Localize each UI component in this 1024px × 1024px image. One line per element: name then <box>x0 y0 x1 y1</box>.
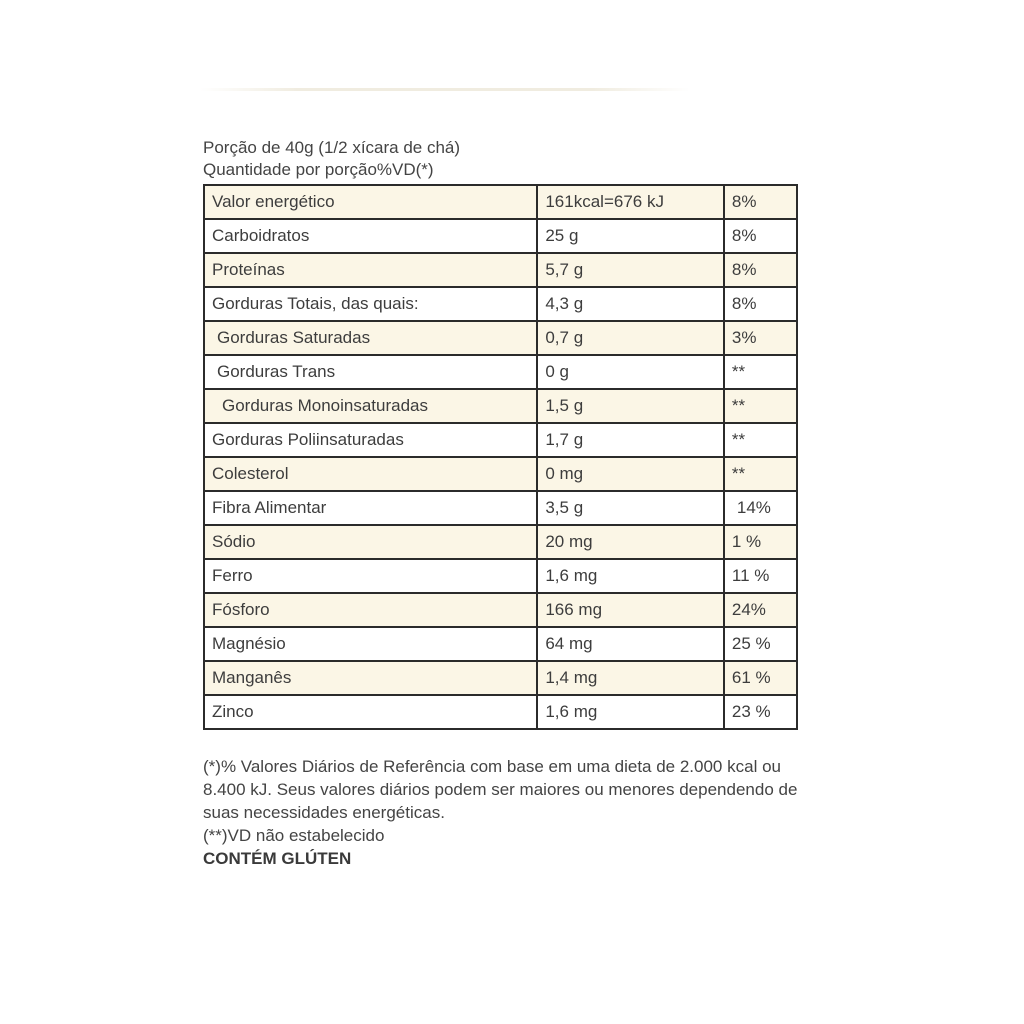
nutrient-amount: 20 mg <box>537 525 724 559</box>
nutrient-name: Gorduras Poliinsaturadas <box>204 423 537 457</box>
quantity-per-portion-label: Quantidade por porção%VD(*) <box>203 160 434 179</box>
nutrient-name: Sódio <box>204 525 537 559</box>
nutrient-name: Fibra Alimentar <box>204 491 537 525</box>
nutrient-amount: 3,5 g <box>537 491 724 525</box>
reference-note: (*)% Valores Diários de Referência com base em uma dieta de 2.000 kcal ou 8.400 kJ. Seus valores diários podem ser maiores ou menores dependendo de suas necessidades energéticas. <box>203 757 798 822</box>
table-row <box>204 287 797 321</box>
nutrient-name: Gorduras Monoinsaturadas <box>204 389 537 423</box>
nutrient-amount: 64 mg <box>537 627 724 661</box>
nutrient-daily-value: 11 % <box>724 559 797 593</box>
nutrition-facts-panel <box>203 137 803 870</box>
table-row <box>204 457 797 491</box>
nutrient-name: Carboidratos <box>204 219 537 253</box>
nutrient-amount: 5,7 g <box>537 253 724 287</box>
top-divider <box>200 88 690 91</box>
nutrient-name: Proteínas <box>204 253 537 287</box>
nutrient-amount: 0 g <box>537 355 724 389</box>
table-row <box>204 423 797 457</box>
nutrient-daily-value: 8% <box>724 253 797 287</box>
table-row <box>204 321 797 355</box>
nutrient-name: Gorduras Totais, das quais: <box>204 287 537 321</box>
nutrient-name: Ferro <box>204 559 537 593</box>
table-row <box>204 355 797 389</box>
nutrient-name: Manganês <box>204 661 537 695</box>
nutrient-daily-value: 61 % <box>724 661 797 695</box>
table-row <box>204 491 797 525</box>
portion-size: Porção de 40g (1/2 xícara de chá) <box>203 138 461 157</box>
table-row <box>204 525 797 559</box>
nutrient-daily-value: ** <box>724 423 797 457</box>
nutrient-amount: 1,6 mg <box>537 559 724 593</box>
nutrient-name: Colesterol <box>204 457 537 491</box>
nutrient-name: Gorduras Saturadas <box>204 321 537 355</box>
nutrient-name: Gorduras Trans <box>204 355 537 389</box>
nutrient-daily-value: ** <box>724 389 797 423</box>
nutrient-amount: 161kcal=676 kJ <box>537 185 724 219</box>
table-row <box>204 593 797 627</box>
nutrient-name: Zinco <box>204 695 537 729</box>
gluten-warning: CONTÉM GLÚTEN <box>203 849 352 868</box>
table-row <box>204 389 797 423</box>
nutrient-name: Fósforo <box>204 593 537 627</box>
table-row <box>204 253 797 287</box>
nutrition-table <box>203 184 798 730</box>
nutrient-daily-value: 8% <box>724 219 797 253</box>
nutrient-amount: 25 g <box>537 219 724 253</box>
footnotes <box>203 755 803 870</box>
nutrient-name: Valor energético <box>204 185 537 219</box>
nutrient-amount: 1,5 g <box>537 389 724 423</box>
table-row <box>204 185 797 219</box>
vd-not-established-note: (**)VD não estabelecido <box>203 826 385 845</box>
nutrient-daily-value: 3% <box>724 321 797 355</box>
table-row <box>204 695 797 729</box>
nutrient-amount: 1,7 g <box>537 423 724 457</box>
nutrient-daily-value: 25 % <box>724 627 797 661</box>
nutrient-daily-value: 23 % <box>724 695 797 729</box>
nutrient-amount: 1,6 mg <box>537 695 724 729</box>
nutrient-daily-value: ** <box>724 457 797 491</box>
nutrient-daily-value: 8% <box>724 287 797 321</box>
table-row <box>204 219 797 253</box>
nutrient-daily-value: 24% <box>724 593 797 627</box>
nutrient-amount: 1,4 mg <box>537 661 724 695</box>
table-row <box>204 627 797 661</box>
nutrient-amount: 166 mg <box>537 593 724 627</box>
table-row <box>204 559 797 593</box>
nutrient-amount: 0 mg <box>537 457 724 491</box>
nutrient-daily-value: 8% <box>724 185 797 219</box>
nutrient-daily-value: ** <box>724 355 797 389</box>
nutrient-amount: 4,3 g <box>537 287 724 321</box>
table-row <box>204 661 797 695</box>
nutrient-daily-value: 1 % <box>724 525 797 559</box>
nutrient-amount: 0,7 g <box>537 321 724 355</box>
nutrient-daily-value: 14% <box>724 491 797 525</box>
nutrient-name: Magnésio <box>204 627 537 661</box>
